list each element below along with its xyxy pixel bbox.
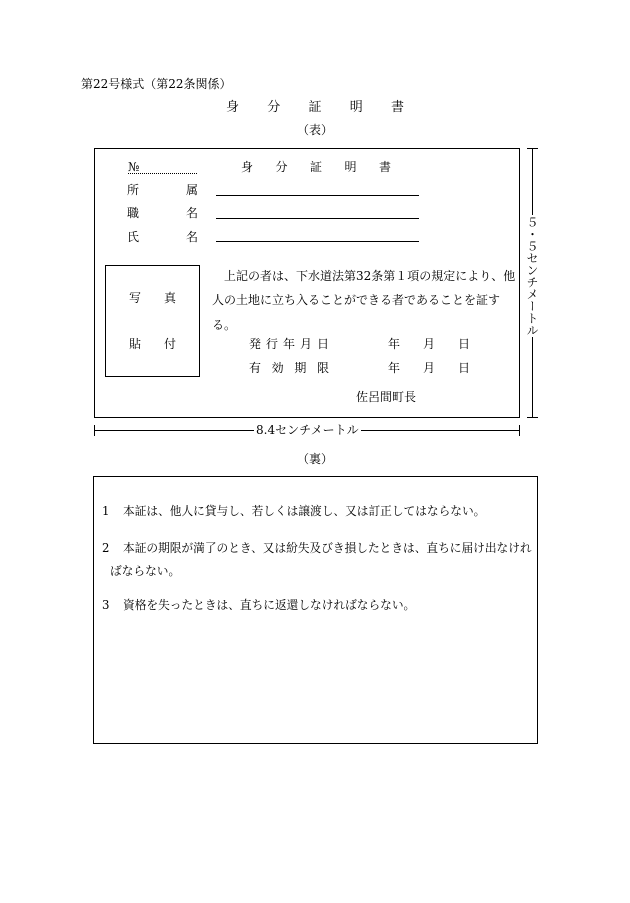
height-dimension-label: ５・５センチメートル [525,216,539,336]
affiliation-blank-line [216,195,419,196]
height-dimension-tick-bottom [527,417,538,418]
card-number-label: № [128,160,140,174]
item-text-2-continued: ばならない。 [110,564,181,578]
width-dimension-tick-right [519,425,520,436]
back-side-label: （裏） [297,452,334,466]
card-title: 身分証明書 [241,160,391,174]
name-label: 氏名 [127,230,198,244]
card-number-blank [128,173,197,174]
affiliation-label: 所属 [127,183,198,197]
item-number-2: 2 [102,541,110,555]
width-dimension-tick-left [94,425,95,436]
position-label: 職名 [127,206,198,220]
page-title: 身分証明書 [226,100,404,115]
position-blank-line [216,218,419,219]
item-number-3: 3 [102,598,110,612]
statement-line-1: 上記の者は、下水道法第32条第１項の規定により、他 [224,269,516,283]
width-dimension-label: 8.4センチメートル [256,423,359,437]
statement-line-2: 人の土地に立ち入ることができる者であることを証す [212,293,501,307]
expiry-label: 有効期限 [249,361,329,375]
item-number-1: 1 [102,504,110,518]
issue-date-label: 発行年月日 [249,337,329,351]
item-text-3: 資格を失ったときは、直ちに返還しなければならない。 [123,598,416,612]
statement-line-3: る。 [212,318,237,332]
back-card [93,476,538,744]
item-text-1: 本証は、他人に貸与し、若しくは譲渡し、又は訂正してはならない。 [123,504,486,518]
front-card [94,148,520,418]
form-number: 第22号様式（第22条関係） [81,77,232,91]
expiry-date-blank: 年月日 [388,361,470,375]
photo-attach-label: 貼付 [129,337,176,351]
height-dimension-tick-top [527,148,538,149]
issue-date-blank: 年月日 [388,337,470,351]
photo-label: 写真 [129,291,176,305]
name-blank-line [216,241,419,242]
issuer-name: 佐呂間町長 [356,390,417,404]
photo-box [105,265,200,377]
front-side-label: （表） [297,123,334,137]
item-text-2: 本証の期限が満了のとき、又は紛失及びき損したときは、直ちに届け出なけれ [123,541,532,555]
